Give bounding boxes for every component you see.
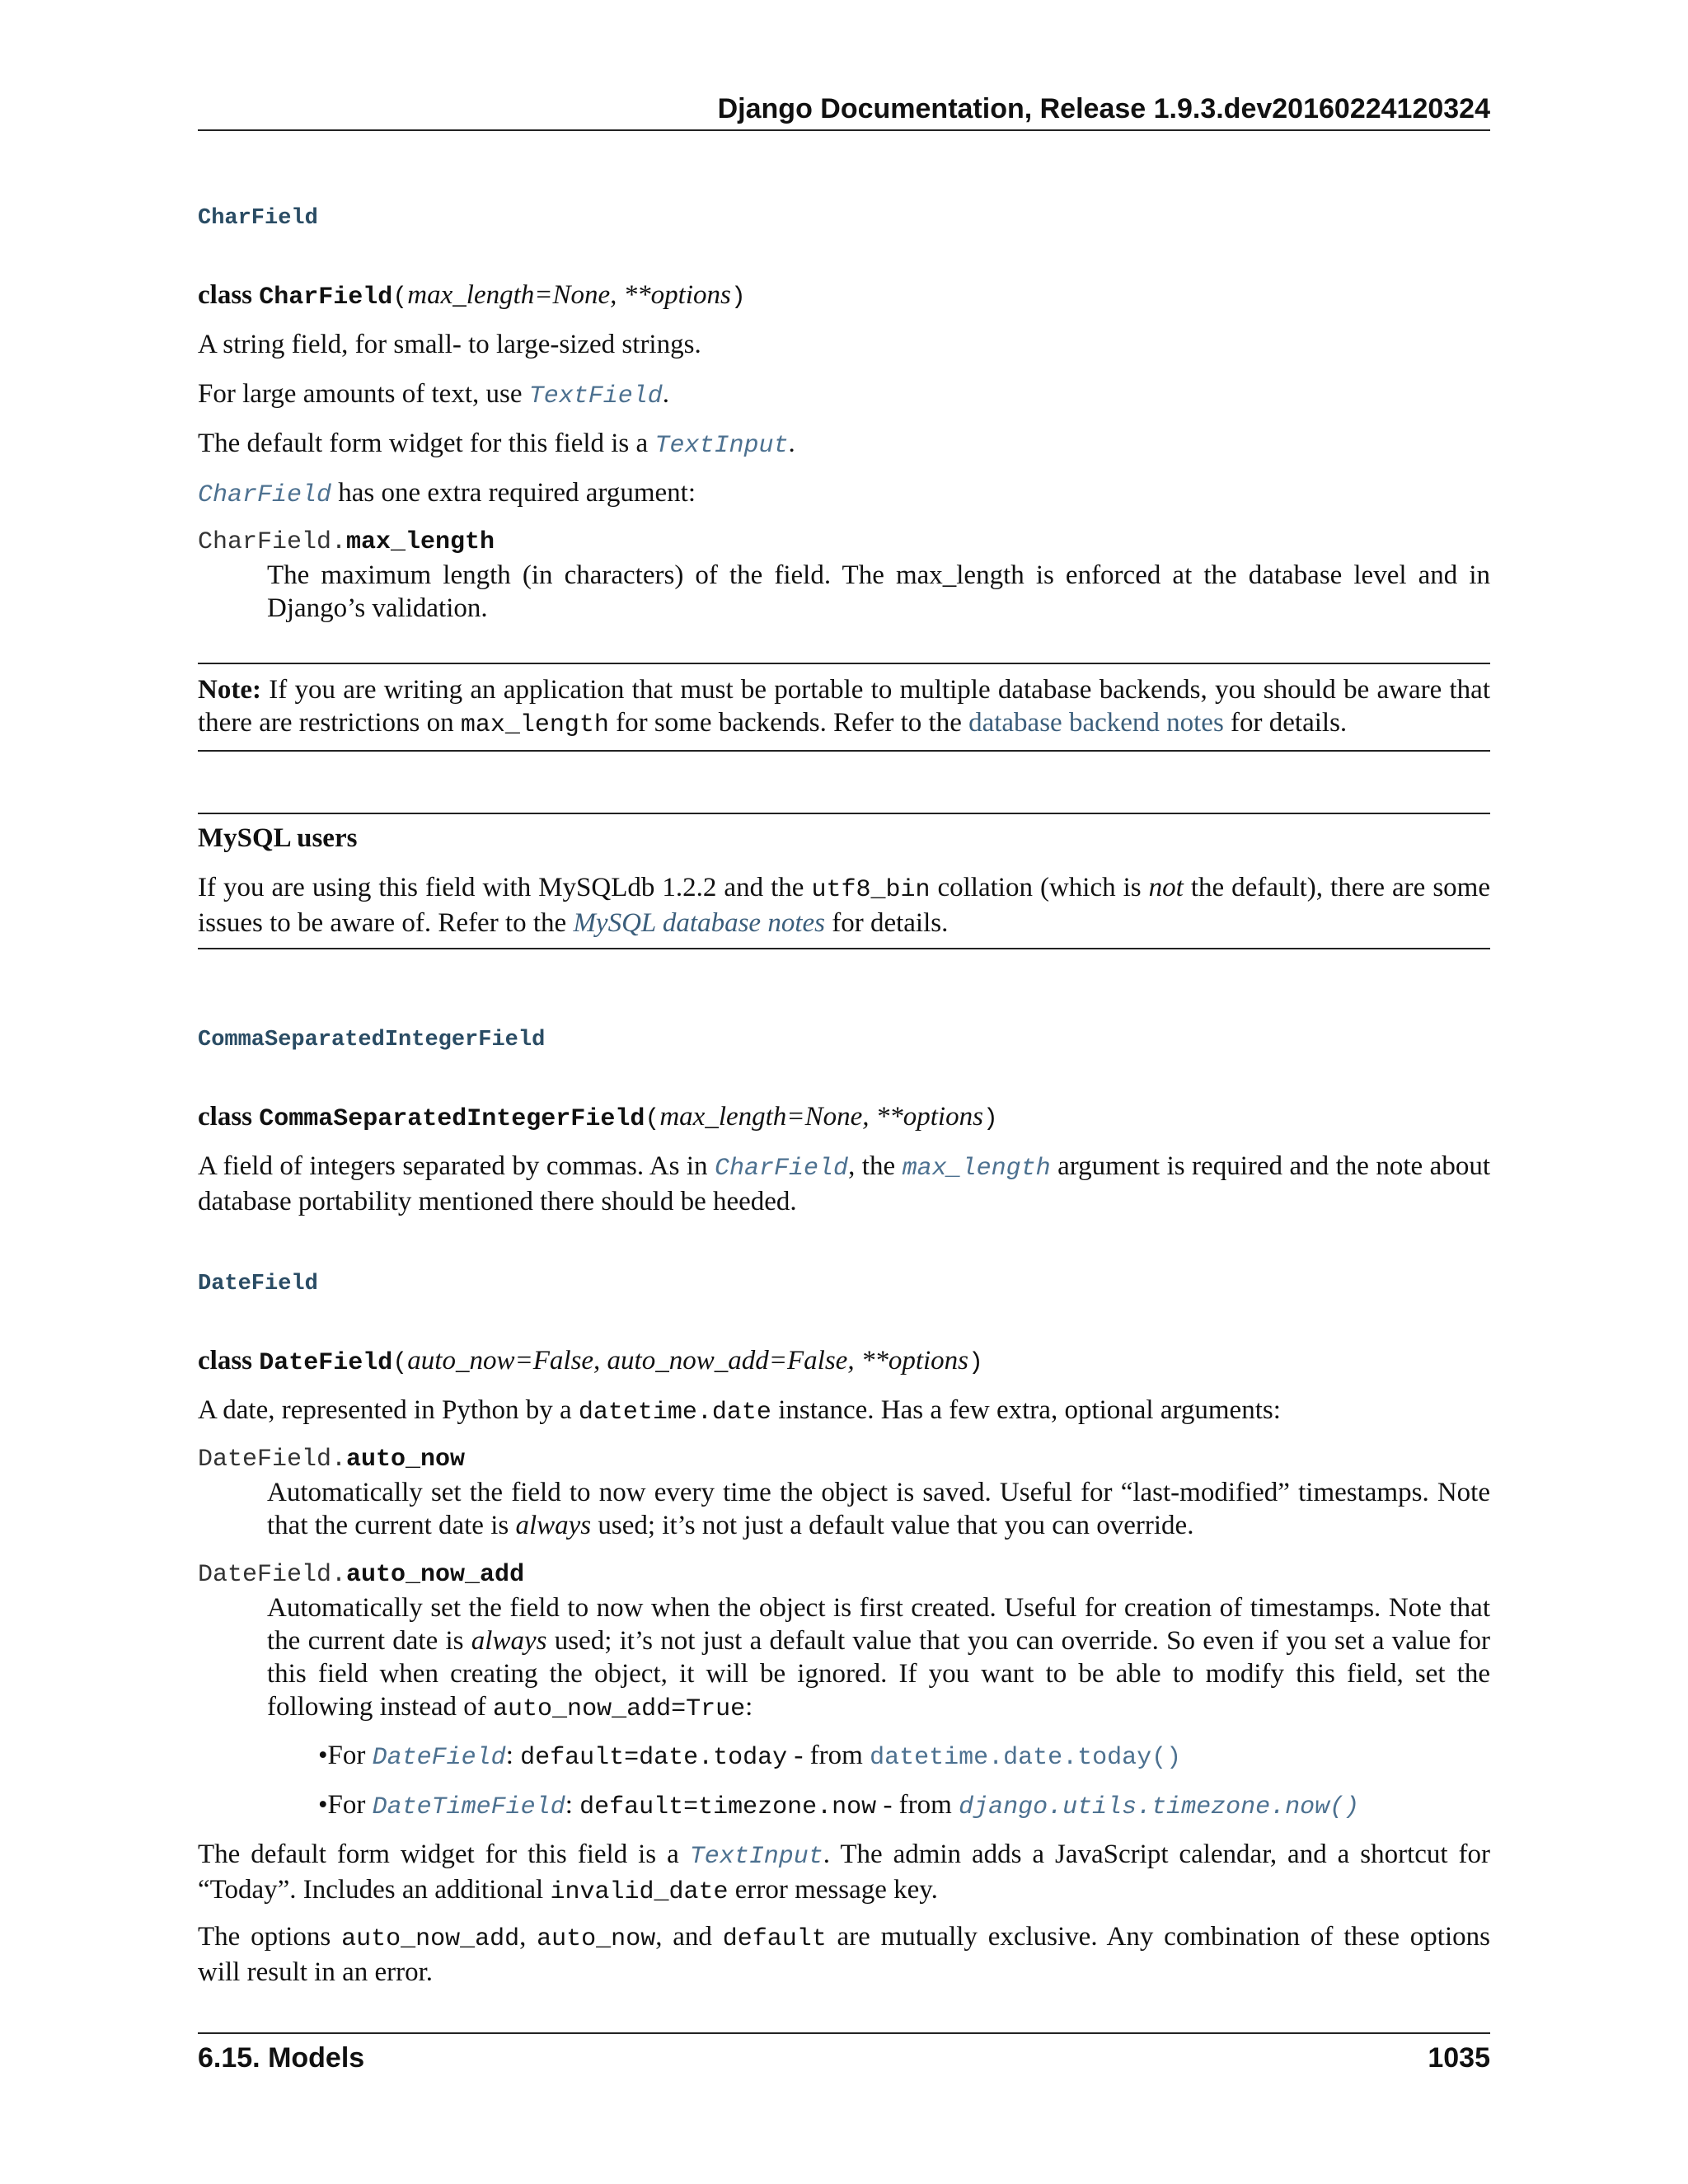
list-item (198, 1788, 1490, 1824)
inline-code: default=timezone.now (579, 1793, 877, 1821)
class-signature-commaseparatedintegerfield (198, 1100, 1490, 1136)
text: are mutually exclusive. Any combination of these options will result in an error. (198, 1922, 1490, 1987)
emphasis: always (515, 1511, 592, 1540)
textinput-link[interactable]: TextInput (689, 1843, 823, 1871)
class-name: DateField (259, 1349, 393, 1377)
mysql-top-rule (198, 813, 1490, 814)
text: error message key. (728, 1875, 938, 1905)
text: argument is required and the note about database portability mentioned there should be heeded. (198, 1151, 1490, 1216)
attr-prefix: DateField. (198, 1446, 347, 1474)
class-keyword: class (198, 1102, 252, 1132)
paragraph (198, 427, 1490, 462)
inline-code: invalid_date (550, 1878, 729, 1906)
mysql-text (198, 871, 1490, 940)
attribute-max-length (198, 526, 1490, 559)
max-length-link[interactable]: max_length (902, 1155, 1051, 1183)
text: The default form widget for this field is a (198, 429, 655, 458)
list-item (198, 1739, 1490, 1774)
open-paren: ( (645, 1105, 660, 1133)
mysql-title: MySQL users (198, 823, 358, 853)
attribute-auto-now (198, 1443, 1490, 1476)
text: For large amounts of text, use (198, 379, 529, 409)
text: A date, represented in Python by a (198, 1395, 579, 1425)
attribute-auto-now-add (198, 1558, 1490, 1591)
text: Automatically set the field to now when the object is first created. Useful for creation of timestamps. Note that the current date is (267, 1593, 1490, 1656)
textfield-link[interactable]: TextField (528, 382, 663, 410)
text: . (662, 379, 670, 409)
attr-name: max_length (346, 528, 495, 556)
datetimefield-link[interactable]: DateTimeField (372, 1793, 565, 1821)
note-bottom-rule (198, 750, 1490, 752)
database-backend-notes-link[interactable]: database backend notes (968, 708, 1224, 738)
inline-code: default (722, 1925, 827, 1953)
textinput-link[interactable]: TextInput (654, 432, 789, 460)
inline-code: max_length (460, 711, 609, 739)
text: •For (318, 1790, 373, 1820)
text: - from (787, 1741, 870, 1770)
text: , and (655, 1922, 723, 1952)
emphasis: not (1148, 873, 1184, 902)
text: used; it’s not just a default value that you can override. (591, 1511, 1194, 1540)
attribute-description (198, 1591, 1490, 1726)
datefield-link[interactable]: DateField (372, 1744, 506, 1772)
section-heading-commaseparatedintegerfield: CommaSeparatedIntegerField (198, 1028, 546, 1052)
class-args: max_length=None, **options (407, 280, 731, 310)
class-keyword: class (198, 280, 252, 310)
text: , the (848, 1151, 903, 1181)
mysql-database-notes-link[interactable]: MySQL database notes (573, 908, 825, 938)
attribute-description (198, 1476, 1490, 1542)
text: : (565, 1790, 580, 1820)
open-paren: ( (392, 284, 408, 312)
charfield-link[interactable]: CharField (198, 481, 332, 509)
text: for some backends. Refer to the (608, 708, 969, 738)
text: for details. (824, 908, 949, 938)
class-signature-datefield (198, 1344, 1490, 1380)
text: , (519, 1922, 537, 1952)
class-name: CommaSeparatedIntegerField (259, 1105, 645, 1133)
text: : (745, 1692, 753, 1722)
paragraph (198, 377, 1490, 413)
inline-code: auto_now_add (341, 1925, 520, 1953)
text: : (505, 1741, 521, 1770)
text: . (788, 429, 795, 458)
text: for details. (1223, 708, 1348, 738)
footer-rule (198, 2032, 1490, 2034)
text: instance. Has a few extra, optional arguments: (771, 1395, 1281, 1425)
datetime-date-today-link[interactable]: datetime.date.today() (870, 1744, 1182, 1772)
mysql-bottom-rule (198, 948, 1490, 949)
footer-section: 6.15. Models (198, 2042, 365, 2074)
running-footer (198, 2041, 1490, 2074)
paragraph: A string field, for small- to large-sized strings. (198, 330, 701, 359)
text: If you are using this field with MySQLdb 1.2.2 and the (198, 873, 812, 902)
paragraph (198, 1838, 1490, 1909)
close-paren: ) (730, 284, 746, 312)
text: A field of integers separated by commas. As in (198, 1151, 715, 1181)
text: If you are writing an application that must be portable to multiple database backends, you should be aware that there are restrictions on (198, 675, 1490, 738)
text: the default), there are some issues to be aware of. Refer to the (198, 873, 1490, 938)
text: Automatically set the field to now every time the object is saved. Useful for “last-modified” timestamps. Note that the current date is (267, 1478, 1490, 1540)
note-box (198, 673, 1490, 742)
close-paren: ) (982, 1105, 998, 1133)
text: . The admin adds a JavaScript calendar, and a shortcut for “Today”. Includes an additional (198, 1840, 1490, 1905)
section-heading-charfield: CharField (198, 206, 318, 231)
inline-code: auto_now_add=True (493, 1695, 746, 1723)
text: has one extra required argument: (331, 478, 696, 508)
section-heading-datefield: DateField (198, 1272, 318, 1296)
text: The options (198, 1922, 342, 1952)
paragraph (198, 1920, 1490, 1989)
text: The default form widget for this field is a (198, 1840, 690, 1869)
paragraph (198, 476, 1490, 512)
close-paren: ) (968, 1349, 984, 1377)
attr-prefix: DateField. (198, 1561, 347, 1589)
paragraph (198, 1394, 1490, 1429)
attr-prefix: CharField. (198, 528, 347, 556)
inline-code: default=date.today (520, 1744, 788, 1772)
timezone-now-link[interactable]: django.utils.timezone.now() (959, 1793, 1360, 1821)
attr-name: auto_now (346, 1446, 466, 1474)
text: used; it’s not just a default value that you can override. So even if you set a value for this field when creating the object, it will be ignored. If you want to be able to modify this field, set the following instead of (267, 1626, 1490, 1722)
open-paren: ( (392, 1349, 408, 1377)
attr-name: auto_now_add (346, 1561, 525, 1589)
inline-code: utf8_bin (811, 876, 931, 904)
text: - from (876, 1790, 959, 1820)
page-number: 1035 (1428, 2042, 1490, 2074)
class-keyword: class (198, 1346, 252, 1376)
text: •For (318, 1741, 373, 1770)
class-name: CharField (259, 284, 393, 312)
class-signature-charfield (198, 279, 1490, 314)
class-args: auto_now=False, auto_now_add=False, **options (407, 1346, 969, 1376)
class-args: max_length=None, **options (659, 1102, 983, 1132)
paragraph (198, 1150, 1490, 1218)
note-label: Note: (198, 675, 261, 705)
header-rule (198, 129, 1490, 131)
text: collation (which is (930, 873, 1149, 902)
emphasis: always (471, 1626, 547, 1656)
inline-code: datetime.date (578, 1399, 771, 1427)
charfield-link[interactable]: CharField (715, 1155, 849, 1183)
attribute-description: The maximum length (in characters) of the field. The max_length is enforced at the database level and in Django’s validation. (267, 560, 1490, 623)
note-top-rule (198, 663, 1490, 664)
inline-code: auto_now (537, 1925, 656, 1953)
running-header: Django Documentation, Release 1.9.3.dev20160224120324 (717, 93, 1490, 124)
